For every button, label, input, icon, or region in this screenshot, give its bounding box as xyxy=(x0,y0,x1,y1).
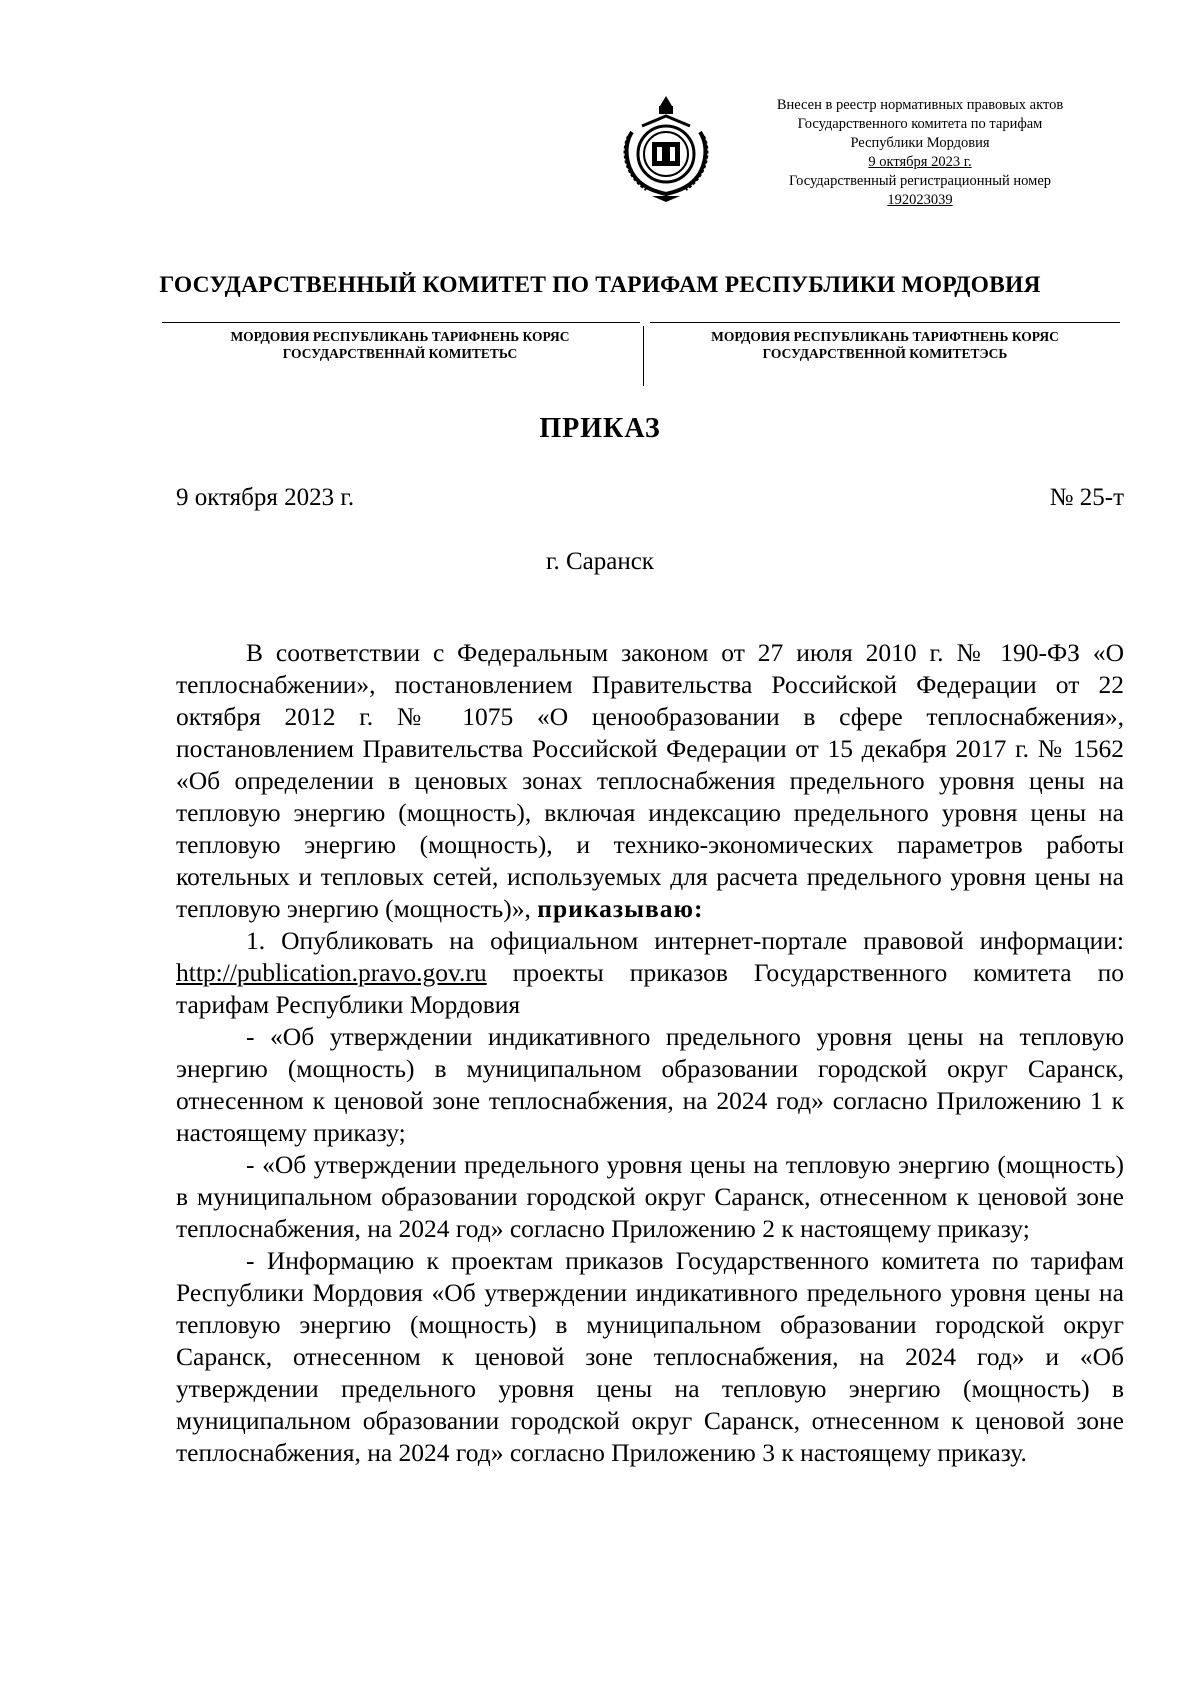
bullet-paragraph-2: - «Об утверждении предельного уровня цены на тепловую энергию (мощность) в муниципальном образовании городской округ Саранск, отнесенном к ценовой зоне теплоснабжения, на 2024 год» согласно Приложению 2 к настоящему приказу; xyxy=(176,1150,1124,1243)
committee-title: ГОСУДАРСТВЕННЫЙ КОМИТЕТ ПО ТАРИФАМ РЕСПУБЛИКИ МОРДОВИЯ xyxy=(159,272,1041,298)
committee-name-erzya xyxy=(655,328,1115,362)
preamble-keyword: приказываю: xyxy=(537,894,704,923)
registry-line-1: Внесен в реестр нормативных правовых актов xyxy=(776,97,1064,113)
committee-name-moksha xyxy=(165,328,635,362)
committee-name-moksha-line-1: МОРДОВИЯ РЕСПУБЛИКАНЬ ТАРИФНЕНЬ КОРЯС xyxy=(230,329,570,344)
publication-portal-link[interactable]: http://publication.pravo.gov.ru xyxy=(176,958,487,987)
registry-line-5: Государственный регистрационный номер xyxy=(788,173,1052,189)
item-1-text-after: проекты приказов Государственного комитета по тарифам Республики Мордовия xyxy=(176,958,1124,1019)
item-1-paragraph xyxy=(176,925,1124,1021)
registry-line-2: Государственного комитета по тарифам xyxy=(797,116,1043,132)
bullet-paragraph-1: - «Об утверждении индикативного предельного уровня цены на тепловую энергию (мощность) в муниципальном образовании городской округ Саранск, отнесенном к ценовой зоне теплоснабжения, на 2024 год» согласно Приложению 1 к настоящему приказу; xyxy=(176,1022,1124,1147)
coat-of-arms-emblem-icon xyxy=(612,92,720,204)
document-body xyxy=(176,637,1124,1469)
registry-date: 9 октября 2023 г. xyxy=(868,154,972,170)
document-number: № 25-т xyxy=(1049,484,1124,511)
header-divider-right xyxy=(650,322,1120,323)
committee-name-moksha-line-2: ГОСУДАРСТВЕННАЙ КОМИТЕТЬС xyxy=(282,346,518,361)
document-date: 9 октября 2023 г. xyxy=(176,484,355,511)
document-city: г. Саранск xyxy=(546,548,654,575)
document-type-heading: ПРИКАЗ xyxy=(539,413,661,444)
committee-name-erzya-line-2: ГОСУДАРСТВЕННОЙ КОМИТЕТЭСЬ xyxy=(762,346,1008,361)
committee-name-erzya-line-1: МОРДОВИЯ РЕСПУБЛИКАНЬ ТАРИФТНЕНЬ КОРЯС xyxy=(711,329,1059,344)
registry-note xyxy=(740,96,1100,210)
bullet-paragraph-3: - Информацию к проектам приказов Государственного комитета по тарифам Республики Мордовия «Об утверждении индикативного предельного уровня цены на тепловую энергию (мощность) в муниципальном образовании городской округ Саранск, отнесенном к ценовой зоне теплоснабжения, на 2024 год» и «Об утверждении предельного уровня цены на тепловую энергию (мощность) в муниципальном образовании городской округ Саранск, отнесенном к ценовой зоне теплоснабжения, на 2024 год» согласно Приложению 3 к настоящему приказу. xyxy=(176,1246,1124,1467)
preamble-text: В соответствии с Федеральным законом от 27 июля 2010 г. № 190-ФЗ «О теплоснабжении», постановлением Правительства Российской Федерации от 22 октября 2012 г. № 1075 «О ценообразовании в сфере теплоснабжения», постановлением Правительства Российской Федерации от 15 декабря 2017 г. № 1562 «Об определении в ценовых зонах теплоснабжения предельного уровня цены на тепловую энергию (мощность), включая индексацию предельного уровня цены на тепловую энергию (мощность), и технико-экономических параметров работы котельных и тепловых сетей, используемых для расчета предельного уровня цены на тепловую энергию (мощность)», xyxy=(176,638,1124,923)
header-divider-left xyxy=(162,322,640,323)
registry-line-3: Республики Мордовия xyxy=(850,135,990,151)
registry-number: 192023039 xyxy=(887,192,953,208)
preamble-paragraph xyxy=(176,637,1124,925)
header-divider-vertical xyxy=(643,326,644,386)
item-1-text-before: 1. Опубликовать на официальном интернет-портале правовой информации: xyxy=(246,926,1124,955)
